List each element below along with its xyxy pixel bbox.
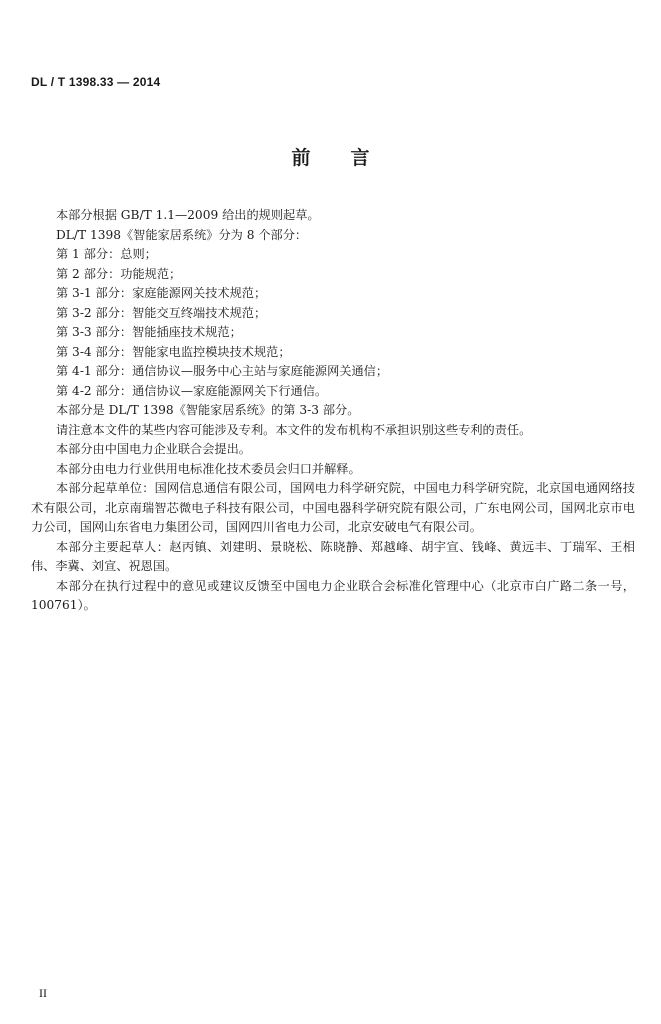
list-item: 第 3-2 部分：智能交互终端技术规范； xyxy=(56,305,267,320)
paragraph: DL/T 1398《智能家居系统》分为 8 个部分： xyxy=(56,227,308,242)
standard-number: DL / T 1398.33 — 2014 xyxy=(31,75,161,89)
paragraph: 本部分根据 GB/T 1.1—2009 给出的规则起草。 xyxy=(56,208,320,222)
foreword-body xyxy=(31,206,635,616)
list-item: 第 2 部分：功能规范； xyxy=(56,266,182,281)
list-item: 第 3-3 部分：智能插座技术规范； xyxy=(56,325,242,339)
drafting-units: 本部分起草单位：国网信息通信有限公司，国网电力科学研究院，中国电力科学研究院，北京国电通网络技术有限公司，北京南瑞智芯微电子科技有限公司，中国电器科学研究院有限公司，广东电网公司，国网北京市电力公司，国网山东省电力集团公司，国网四川省电力公司，北京安破电气有限公司。 xyxy=(31,481,635,534)
page-number: II xyxy=(39,986,47,1000)
paragraph: 本部分是 DL/T 1398《智能家居系统》的第 3-3 部分。 xyxy=(56,403,360,417)
list-item: 第 1 部分：总则； xyxy=(56,247,157,261)
paragraph: 本部分由中国电力企业联合会提出。 xyxy=(56,442,251,456)
main-drafters: 本部分主要起草人：赵丙镇、刘建明、景晓松、陈晓静、郑越峰、胡宇宣、钱峰、黄远丰、丁瑞军、王相伟、李冀、刘宣、祝恩国。 xyxy=(31,539,635,573)
patent-notice: 请注意本文件的某些内容可能涉及专利。本文件的发布机构不承担识别这些专利的责任。 xyxy=(56,422,532,437)
page-title: 前言 xyxy=(291,147,410,169)
list-item: 第 3-4 部分：智能家电监控模块技术规范； xyxy=(56,344,291,359)
list-item: 第 3-1 部分：家庭能源网关技术规范； xyxy=(56,286,267,300)
paragraph: 本部分由电力行业供用电标准化技术委员会归口并解释。 xyxy=(56,461,361,476)
list-item: 第 4-2 部分：通信协议—家庭能源网关下行通信。 xyxy=(56,383,328,398)
list-item: 第 4-1 部分：通信协议—服务中心主站与家庭能源网关通信； xyxy=(56,364,389,378)
feedback-notice: 本部分在执行过程中的意见或建议反馈至中国电力企业联合会标准化管理中心（北京市白广路二条一号，100761）。 xyxy=(31,578,635,612)
